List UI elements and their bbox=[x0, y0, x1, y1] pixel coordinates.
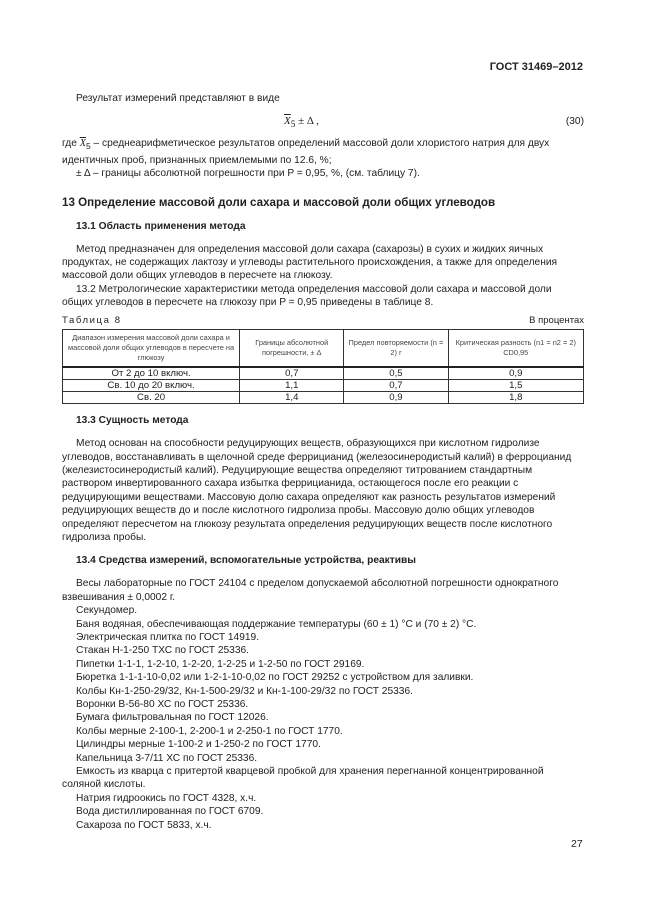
table-cell: Св. 20 bbox=[63, 392, 240, 404]
table-cell: 1,1 bbox=[240, 380, 344, 392]
list-item: Натрия гидроокись по ГОСТ 4328, х.ч. bbox=[76, 792, 257, 804]
document-id-header: ГОСТ 31469–2012 bbox=[489, 61, 583, 73]
subsection-13-3-title: 13.3 Сущность метода bbox=[76, 415, 189, 427]
section-13-title: 13 Определение массовой доли сахара и массовой доли общих углеводов bbox=[62, 195, 496, 209]
table-cell: 1,8 bbox=[448, 392, 583, 404]
table-8-unit: В процентах bbox=[529, 314, 584, 326]
table-header-row bbox=[63, 330, 584, 368]
equipment-list bbox=[62, 577, 584, 832]
list-item: Воронки В-56-80 ХС по ГОСТ 25336. bbox=[76, 699, 249, 710]
delta-explanation: ± Δ – границы абсолютной погрешности при P = 0,95, %, (см. таблицу 7). bbox=[76, 168, 420, 180]
table-cell: Св. 10 до 20 включ. bbox=[63, 380, 240, 392]
list-item: Вода дистиллированная по ГОСТ 6709. bbox=[76, 806, 264, 818]
subsection-13-4-title: 13.4 Средства измерений, вспомогательные устройства, реактивы bbox=[76, 555, 416, 567]
formula-30 bbox=[62, 113, 584, 131]
list-item: Секундомер. bbox=[76, 605, 138, 617]
subsection-13-1-title: 13.1 Область применения метода bbox=[76, 220, 246, 232]
list-item: Колбы Кн-1-250-29/32, Кн-1-500-29/32 и Кн-1-100-29/32 по ГОСТ 25336. bbox=[76, 685, 413, 697]
table-row bbox=[63, 380, 584, 392]
header-range: Диапазон измерения массовой доли сахара и массовой доли общих углеводов в пересчете на глюкозу bbox=[63, 330, 240, 368]
formula-number: (30) bbox=[565, 116, 584, 128]
table-cell: 0,9 bbox=[344, 392, 448, 404]
table-row bbox=[63, 392, 584, 404]
table-8-caption: Таблица 8 bbox=[62, 314, 122, 326]
list-item: Емкость из кварца с притертой кварцевой пробкой для хранения перегнанной концентрированной соляной кислоты. bbox=[62, 766, 544, 791]
list-item: Капельница 3-7/11 ХС по ГОСТ 25336. bbox=[76, 752, 258, 764]
table-cell: 0,5 bbox=[344, 367, 448, 380]
list-item: Сахароза по ГОСТ 5833, х.ч. bbox=[76, 819, 212, 831]
list-item: Пипетки 1-1-1, 1-2-10, 1-2-20, 1-2-25 и 1-2-50 по ГОСТ 29169. bbox=[76, 658, 365, 670]
table-8-caption-row bbox=[62, 314, 584, 327]
list-item: Бумага фильтровальная по ГОСТ 12026. bbox=[76, 712, 269, 724]
header-error: Границы абсолютной погрешности, ± Δ bbox=[240, 330, 344, 368]
document-body bbox=[62, 92, 584, 832]
list-item: Баня водяная, обеспечивающая поддержание температуры (60 ± 1) °С и (70 ± 2) °С. bbox=[76, 618, 477, 630]
table-cell: 0,9 bbox=[448, 367, 583, 380]
page-number: 27 bbox=[571, 838, 583, 850]
table-cell: 0,7 bbox=[240, 367, 344, 380]
list-item: Цилиндры мерные 1-100-2 и 1-250-2 по ГОСТ 1770. bbox=[76, 739, 321, 751]
subsection-13-1-paragraph: Метод предназначен для определения массовой доли сахара (сахарозы) в сухих и жидких яичных продуктах, не содержащих лактозу и углеводы растительного происхождения, а также для определения массовой доли общих углеводов в пересчете на глюкозу. bbox=[62, 243, 558, 282]
where-explanation: где $\overline{X}_5$ – среднеарифметическое результатов определений массовой доли хлористого натрия для двух идентичных проб, признанных приемлемыми по 12.6, %; bbox=[62, 138, 550, 166]
list-item: Стакан Н-1-250 ТХС по ГОСТ 25336. bbox=[76, 645, 249, 657]
subsection-13-2-paragraph: 13.2 Метрологические характеристики метода определения массовой доли сахара и массовой доли общих углеводов в пересчете на глюкозу при P = 0,95 приведены в таблице 8. bbox=[62, 283, 552, 309]
table-cell: 1,4 bbox=[240, 392, 344, 404]
header-critical-difference: Критическая разность (n1 = n2 = 2) CD0,95 bbox=[448, 330, 583, 368]
table-cell: От 2 до 10 включ. bbox=[63, 367, 240, 380]
table-row bbox=[63, 367, 584, 380]
subsection-13-3-paragraph: Метод основан на способности редуцирующих веществ, образующихся при кислотном гидролизе углеводов, восстанавливать в щелочной среде феррицианид (железосинеродистый калий) в ферроцианид (железистосинеродистый калий). Редуцирующие вещества определяют титрованием стандартным раствором инвертированного сахара избытка феррицианида, остающегося после его реакции с редуцирующими веществами. Массовую долю сахара определяют как разность результатов измерений редуцирующих веществ до и после кислотного гидролиза пробы. Массовую долю общих углеводов определяют пересчетом на глюкозу результата определения редуцирующих веществ после кислотного гидролиза пробы. bbox=[62, 438, 572, 543]
intro-paragraph: Результат измерений представляют в виде bbox=[76, 93, 280, 104]
header-repeatability: Предел повторяемости (n = 2) r bbox=[344, 330, 448, 368]
list-item: Колбы мерные 2-100-1, 2-200-1 и 2-250-1 по ГОСТ 1770. bbox=[76, 725, 343, 737]
table-8 bbox=[62, 329, 584, 404]
list-item: Весы лабораторные по ГОСТ 24104 с пределом допускаемой абсолютной погрешности однократного взвешивания ± 0,0002 г. bbox=[62, 578, 559, 603]
list-item: Бюретка 1-1-1-10-0,02 или 1-2-1-10-0,02 по ГОСТ 29252 с устройством для заливки. bbox=[76, 672, 474, 684]
table-cell: 0,7 bbox=[344, 380, 448, 392]
table-cell: 1,5 bbox=[448, 380, 583, 392]
formula-expression: $\overline{X}_5 \pm \Delta$ , bbox=[284, 115, 319, 130]
list-item: Электрическая плитка по ГОСТ 14919. bbox=[76, 631, 260, 643]
